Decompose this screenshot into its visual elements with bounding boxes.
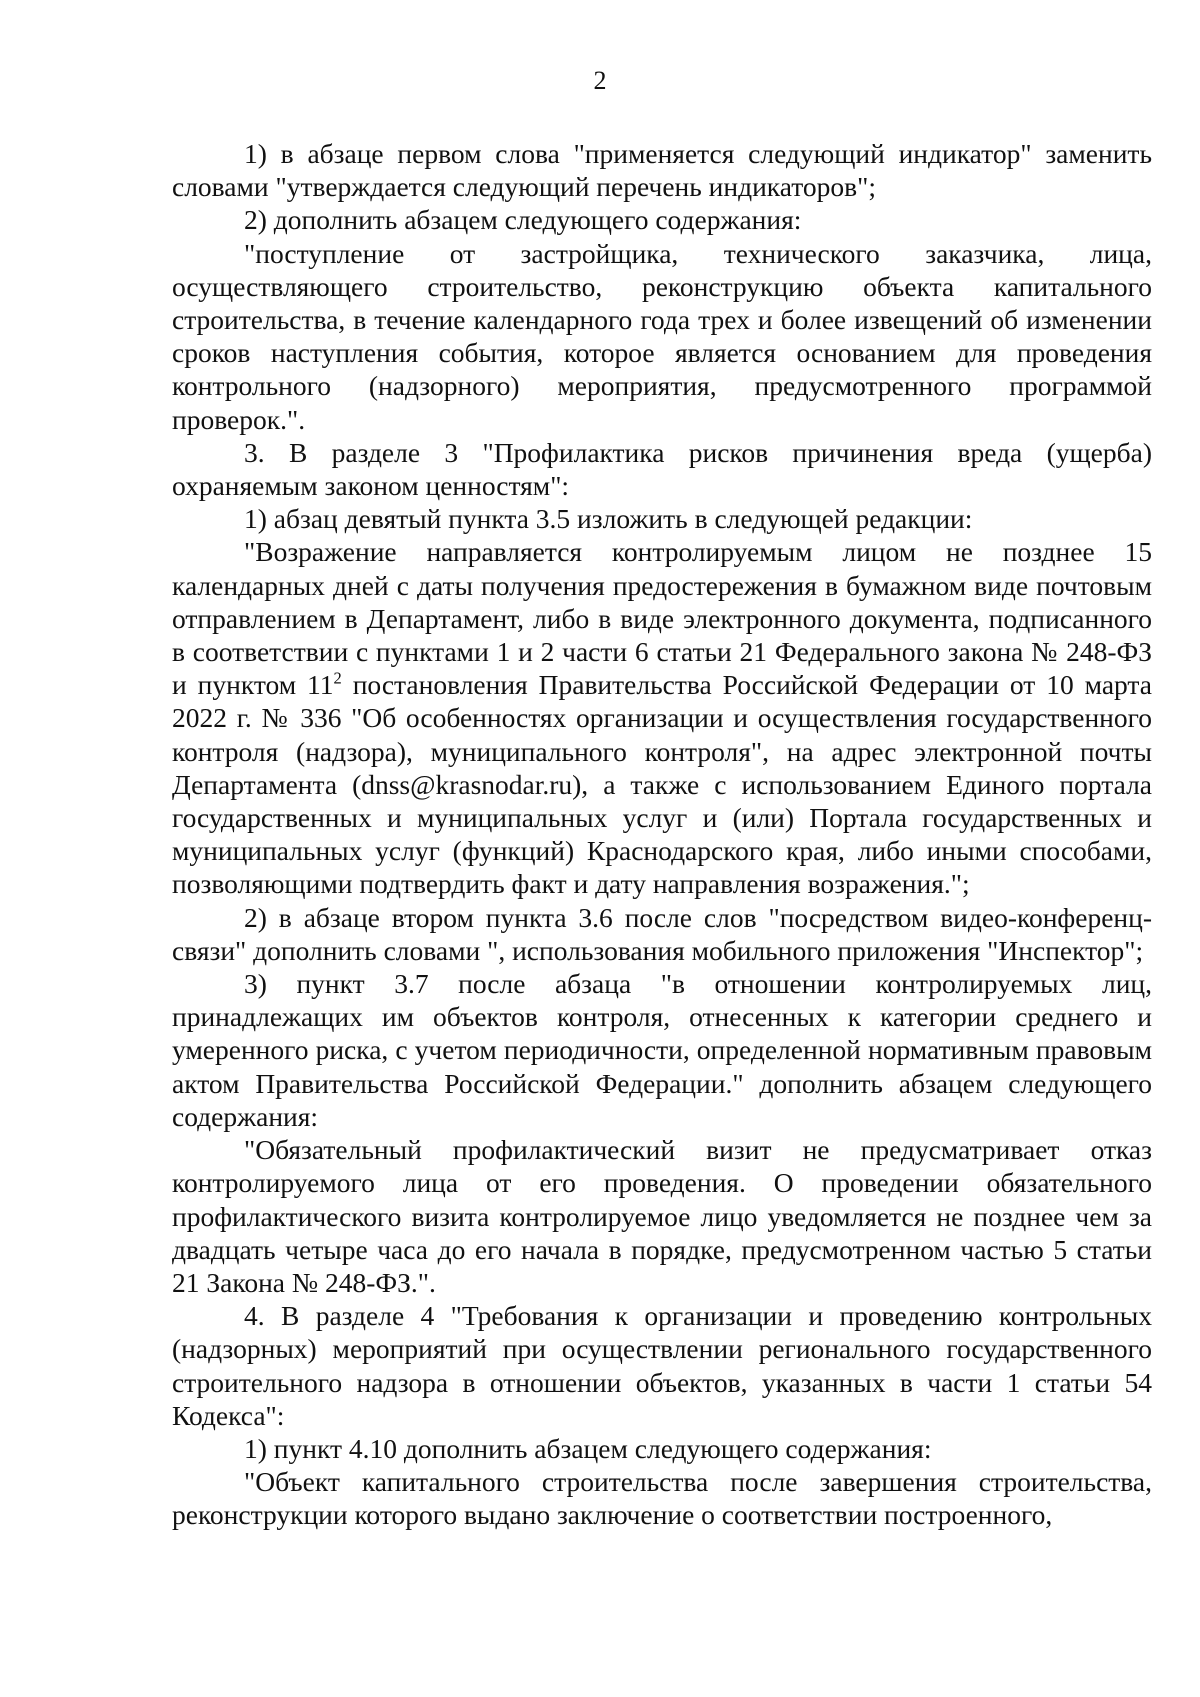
- paragraph-capital-object-text: "Объект капитального строительства после завершения строительства, реконструкции которого выдано заключение о соответствии построенного,: [172, 1466, 1152, 1531]
- superscript-index: 2: [333, 668, 342, 688]
- paragraph-mandatory-visit: "Обязательный профилактический визит не предусматривает отказ контролируемого лица от его проведения. О проведении обязательного профилактического визита контролируемое лицо уведомляется не позднее чем за двадцать четыре часа до его начала в порядке, предусмотренном частью 5 статьи 21 Закона № 248-ФЗ.".: [172, 1134, 1152, 1298]
- paragraph-objection-text: [172, 535, 1152, 900]
- page-number: 2: [593, 66, 607, 95]
- paragraph-section-3-heading: 3. В разделе 3 "Профилактика рисков причинения вреда (ущерба) охраняемым законом ценностям":: [172, 436, 1152, 502]
- paragraph-point-4-10: 1) пункт 4.10 дополнить абзацем следующего содержания:: [244, 1432, 932, 1464]
- paragraph-new-indicator-text: "поступление от застройщика, технического заказчика, лица, осуществляющего строительство, реконструкцию объекта капитального строительства, в течение календарного года трех и более извещений об изменении сроков наступления события, которое является основанием для проведения контрольного (надзорного) мероприятия, предусмотренного программой проверок.".: [172, 237, 1152, 435]
- document-body: [172, 137, 1152, 1532]
- paragraph-amend-indicator-words: 1) в абзаце первом слова "применяется следующий индикатор" заменить словами "утверждается следующий перечень индикаторов";: [172, 138, 1152, 203]
- paragraph-section-4-heading: 4. В разделе 4 "Требования к организации и проведению контрольных (надзорных) мероприятий при осуществлении регионального государственного строительного надзора в отношении объектов, указанных в части 1 статьи 54 Кодекса":: [172, 1300, 1152, 1431]
- paragraph-add-abzac: 2) дополнить абзацем следующего содержания:: [244, 204, 802, 236]
- objection-text-part-2: постановления Правительства Российской Федерации от 10 марта 2022 г. № 336 "Об особенностях организации и осуществления государственного контроля (надзора), муниципального контроля", на адрес электронной почты Департамента (dnss@krasnodar.ru), а также с использованием Единого портала государственных и муниципальных услуг и (или) Портала государственных и муниципальных услуг (функций) Краснодарского края, либо иными способами, позволяющими подтвердить факт и дату направления возражения.";: [172, 669, 1152, 900]
- paragraph-point-3-6: 2) в абзаце втором пункта 3.6 после слов "посредством видео-конференц-связи" дополнить словами ", использования мобильного приложения "Инспектор";: [172, 901, 1152, 966]
- paragraph-point-3-5: 1) абзац девятый пункта 3.5 изложить в следующей редакции:: [244, 503, 973, 535]
- objection-text-part-1: "Возражение направляется контролируемым лицом не позднее 15 календарных дней с даты получения предостережения в бумажном виде почтовым отправлением в Департамент, либо в виде электронного документа, подписанного в соответствии с пунктами 1 и 2 части 6 статьи 21 Федерального закона № 248-ФЗ и пунктом 11: [172, 536, 1152, 701]
- paragraph-point-3-7: 3) пункт 3.7 после абзаца "в отношении контролируемых лиц, принадлежащих им объектов контроля, отнесенных к категории среднего и умеренного риска, с учетом периодичности, определенной нормативным правовым актом Правительства Российской Федерации." дополнить абзацем следующего содержания:: [172, 968, 1152, 1132]
